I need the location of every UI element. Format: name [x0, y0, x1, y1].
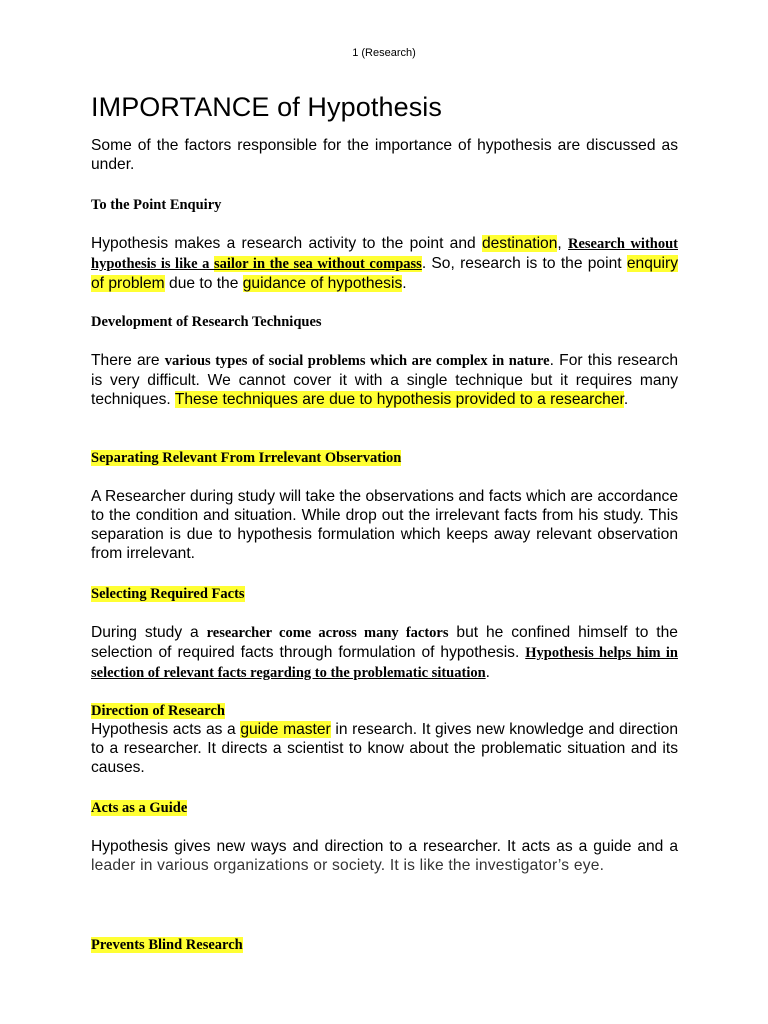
heading-direction-of-research [91, 702, 225, 721]
text: . [623, 391, 629, 408]
heading-highlight: Acts as a Guide [91, 800, 188, 816]
heading-highlight: Selecting Required Facts [91, 586, 245, 602]
highlight-guidance-of-hypothesis: guidance of hypothesis [242, 275, 403, 292]
heading-separating-relevant [91, 449, 401, 468]
heading-prevents-blind-research [91, 936, 243, 955]
text: Hypothesis makes a research activity to the point and [91, 235, 482, 252]
text: Hypothesis gives new ways and direction to a researcher. It acts as a guide and a [91, 838, 678, 855]
heading-acts-as-a-guide [91, 799, 187, 818]
paragraph-to-the-point-enquiry [91, 234, 678, 293]
highlight-destination: destination [481, 235, 558, 252]
text: , [557, 235, 568, 252]
highlight-sailor-compass: sailor in the sea without compass [213, 256, 422, 272]
paragraph-development-of-research-techniques [91, 351, 678, 409]
heading-development-of-research-techniques: Development of Research Techniques [91, 314, 322, 330]
paragraph-acts-as-a-guide [91, 837, 678, 875]
text: . So, research is to the point [421, 255, 627, 272]
heading-highlight: Prevents Blind Research [91, 937, 243, 953]
text: . For this research is very difficult. We cannot cover it with a single technique but it requires many techniques. [91, 352, 678, 408]
text: due to the [164, 275, 243, 292]
text: There are [91, 352, 165, 369]
page-header: 1 (Research) [352, 47, 416, 59]
light-text: leader in various organizations or society. It is like the investigator’s eye. [91, 857, 605, 874]
underlined-statement: Research without hypothesis is like a [91, 236, 679, 272]
paragraph-selecting-required-facts [91, 623, 678, 683]
emphasized-text: various types of social problems which are complex in nature [164, 353, 550, 369]
heading-selecting-required-facts [91, 585, 245, 604]
paragraph-separating-relevant: A Researcher during study will take the observations and facts which are accordance to the condition and situation. While drop out the irrelevant facts from his study. This separation is due to hypothesis formulation which keeps away relevant observation from irrelevant. [91, 488, 678, 562]
text: During study a [91, 624, 207, 641]
text: . [402, 275, 407, 292]
highlight-techniques: These techniques are due to hypothesis provided to a researcher [174, 391, 624, 408]
highlight-enquiry-of-problem: enquiry of problem [91, 255, 678, 292]
paragraph-direction-of-research [91, 720, 678, 777]
text: but he confined himself to the selection of required facts through formulation of hypothesis. [91, 624, 678, 661]
underlined-statement: Hypothesis helps him in selection of relevant facts regarding to the problematic situation [91, 645, 678, 681]
heading-highlight: Direction of Research [91, 703, 225, 719]
heading-highlight: Separating Relevant From Irrelevant Observation [91, 450, 402, 466]
text: Hypothesis acts as a [91, 721, 241, 738]
text: . [485, 664, 491, 681]
emphasized-text: researcher come across many factors [206, 625, 449, 641]
text: in research. It gives new knowledge and direction to a researcher. It directs a scientist to know about the problematic situation and its causes. [91, 721, 678, 776]
intro-paragraph: Some of the factors responsible for the importance of hypothesis are discussed as under. [91, 137, 678, 173]
highlight-guide-master: guide master [240, 721, 331, 738]
page-title: IMPORTANCE of Hypothesis [91, 92, 443, 122]
heading-to-the-point-enquiry: To the Point Enquiry [91, 197, 222, 213]
